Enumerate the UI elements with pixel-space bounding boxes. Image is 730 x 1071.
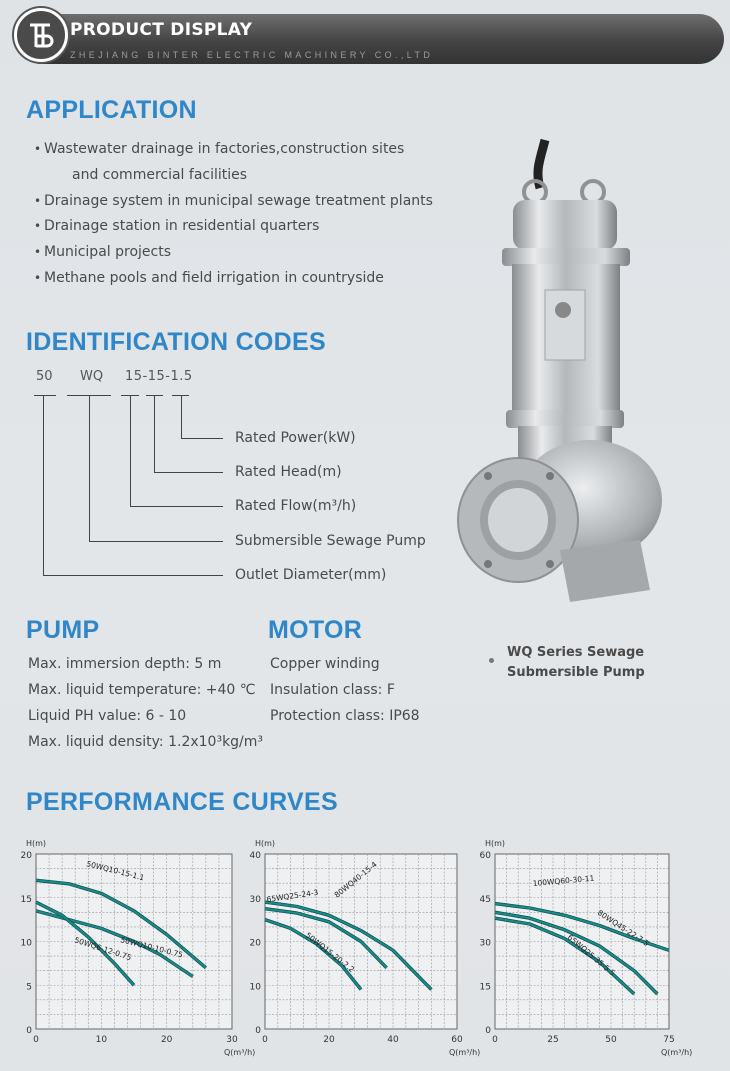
series-label: 50WQ10-15-1.1 <box>85 859 146 883</box>
leader-line <box>43 575 223 576</box>
x-tick-label: 30 <box>226 1035 238 1045</box>
code-outlet: 50 <box>36 369 53 384</box>
series-label: 65WQ25-35-5.5 <box>565 932 617 978</box>
x-tick-label: 0 <box>262 1035 268 1045</box>
x-tick-label: 25 <box>547 1035 559 1045</box>
list-item: • Drainage system in municipal sewage treatment plants <box>34 189 454 215</box>
pump-spec: Max. liquid temperature: +40 ℃ <box>28 682 256 698</box>
y-tick-label: 45 <box>479 894 491 905</box>
x-tick-label: 50 <box>605 1035 617 1045</box>
x-tick-label: 60 <box>451 1035 463 1045</box>
motor-spec: Protection class: IP68 <box>270 708 420 724</box>
y-tick-label: 60 <box>479 851 491 861</box>
caption-bullet-icon <box>489 658 494 663</box>
pump-spec: Max. liquid density: 1.2x10³kg/m³ <box>28 734 264 750</box>
motor-spec: Insulation class: F <box>270 682 395 698</box>
pump-product-image <box>450 140 665 615</box>
leader-line <box>89 395 90 541</box>
y-tick-label: 5 <box>26 982 32 993</box>
leader-line <box>130 395 131 506</box>
x-axis-label: Q(m³/h) <box>661 1048 693 1057</box>
product-caption <box>507 643 645 683</box>
list-item: • Drainage station in residential quarters <box>34 214 454 240</box>
y-tick-label: 40 <box>249 851 261 861</box>
identification-title: IDENTIFICATION CODES <box>26 328 326 356</box>
x-tick-label: 40 <box>387 1035 399 1045</box>
performance-chart-2 <box>245 832 481 1066</box>
series-label: 50WQ6-12-0.75 <box>73 935 133 963</box>
list-item: • Methane pools and field irrigation in countryside <box>34 266 454 292</box>
x-axis-label: Q(m³/h) <box>449 1048 481 1057</box>
y-tick-label: 0 <box>485 1026 491 1036</box>
leader-line <box>89 541 223 542</box>
label-rated-power: Rated Power(kW) <box>235 430 356 446</box>
series-label: 65WQ25-24-3 <box>266 887 319 904</box>
series-label: 50WQ10-10-0.75 <box>119 935 184 960</box>
code-specs: 15-15-1.5 <box>125 369 193 384</box>
pump-spec: Max. immersion depth: 5 m <box>28 656 222 672</box>
caption-line: Submersible Pump <box>507 665 645 680</box>
brand-logo-icon <box>14 8 68 62</box>
y-axis-label: H(m) <box>26 839 47 848</box>
series-label: 100WQ60-30-11 <box>532 873 595 888</box>
x-tick-label: 0 <box>33 1035 39 1045</box>
application-list <box>34 137 454 292</box>
y-tick-label: 30 <box>249 894 261 905</box>
x-tick-label: 0 <box>492 1035 498 1045</box>
y-tick-label: 20 <box>20 851 32 861</box>
application-title: APPLICATION <box>26 96 197 124</box>
pump-spec: Liquid PH value: 6 - 10 <box>28 708 187 724</box>
header-banner <box>8 8 724 70</box>
x-axis-label: Q(m³/h) <box>224 1048 256 1057</box>
motor-title: MOTOR <box>268 616 363 644</box>
y-axis-label: H(m) <box>485 839 506 848</box>
pump-title: PUMP <box>26 616 100 644</box>
label-pump-type: Submersible Sewage Pump <box>235 533 426 549</box>
y-tick-label: 10 <box>249 982 261 993</box>
label-rated-flow: Rated Flow(m³/h) <box>235 498 357 514</box>
y-tick-label: 30 <box>479 938 491 949</box>
series-label: 80WQ40-15-4 <box>332 859 379 900</box>
list-item: • Wastewater drainage in factories,construction sites <box>34 137 454 163</box>
x-tick-label: 10 <box>95 1035 108 1045</box>
code-underline <box>34 395 56 396</box>
leader-line <box>181 395 182 438</box>
label-outlet-diameter: Outlet Diameter(mm) <box>235 567 387 583</box>
y-tick-label: 20 <box>249 938 261 949</box>
x-tick-label: 20 <box>160 1035 173 1045</box>
list-item-continuation: and commercial facilities <box>72 166 248 183</box>
leader-line <box>181 438 223 439</box>
y-tick-label: 0 <box>26 1026 32 1036</box>
x-tick-label: 75 <box>663 1035 675 1045</box>
header-title: PRODUCT DISPLAY <box>70 20 253 40</box>
code-series: WQ <box>80 369 104 384</box>
y-tick-label: 10 <box>20 938 32 949</box>
list-item: • Municipal projects <box>34 240 454 266</box>
motor-spec: Copper winding <box>270 656 380 672</box>
y-tick-label: 15 <box>20 894 32 905</box>
series-label: 50WQ15-20-2.2 <box>303 930 357 975</box>
series-label: 80WQ45-22-7.5 <box>595 908 651 948</box>
performance-chart-3 <box>475 832 725 1066</box>
label-rated-head: Rated Head(m) <box>235 464 342 480</box>
y-tick-label: 15 <box>479 982 491 993</box>
header-subtitle: ZHEJIANG BINTER ELECTRIC MACHINERY CO.,LTD <box>70 50 434 60</box>
leader-line <box>130 506 223 507</box>
performance-title: PERFORMANCE CURVES <box>26 788 338 816</box>
y-tick-label: 0 <box>255 1026 261 1036</box>
caption-line: WQ Series Sewage <box>507 645 645 660</box>
leader-line <box>43 395 44 575</box>
y-axis-label: H(m) <box>255 839 276 848</box>
leader-line <box>154 472 223 473</box>
x-tick-label: 20 <box>323 1035 335 1045</box>
leader-line <box>154 395 155 472</box>
